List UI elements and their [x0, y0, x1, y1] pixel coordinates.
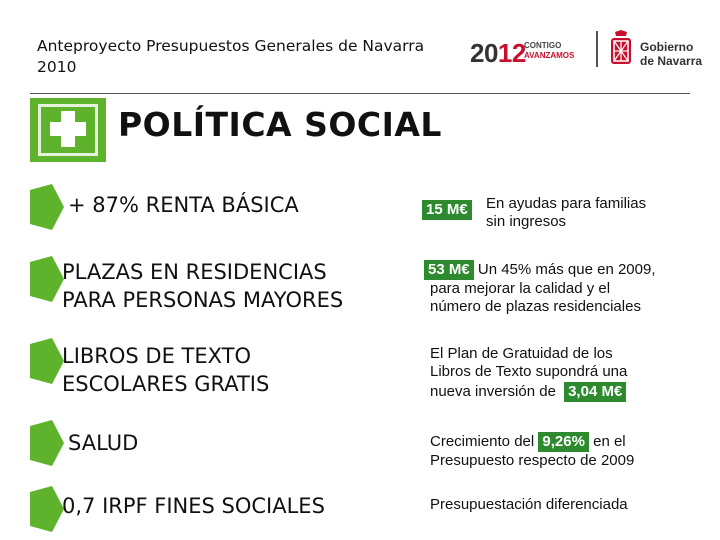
item-desc-renta	[486, 195, 646, 231]
green-arrow-icon	[30, 486, 64, 532]
item-desc-salud	[430, 432, 634, 470]
logo-2012	[470, 38, 526, 69]
label-line: LIBROS DE TEXTO	[62, 344, 252, 368]
amount-badge-libros: 3,04 M€	[564, 382, 626, 402]
green-arrow-icon	[30, 256, 64, 302]
document-title	[37, 36, 457, 78]
section-title: POLÍTICA SOCIAL	[118, 105, 442, 144]
percent-badge-salud: 9,26%	[538, 432, 589, 452]
logo-year-suffix: 12	[497, 38, 526, 68]
amount-badge-renta: 15 M€	[422, 200, 472, 220]
navarra-coat-of-arms-icon	[609, 30, 633, 70]
badge-wrapper	[422, 199, 472, 220]
green-arrow-icon	[30, 184, 64, 230]
desc-text: nueva inversión de	[430, 383, 556, 400]
green-arrow-icon	[30, 338, 64, 384]
desc-line: Presupuesto respecto de 2009	[430, 452, 635, 469]
desc-line-with-badge	[430, 432, 634, 452]
desc-text: en el	[593, 433, 626, 450]
item-label-residencias	[62, 258, 343, 314]
item-desc-residencias	[424, 260, 656, 316]
desc-line: sin ingresos	[486, 213, 567, 230]
white-cross-icon-vertical	[61, 111, 75, 147]
item-desc-irpf: Presupuestación diferenciada	[430, 496, 628, 513]
logo-slogan	[524, 41, 574, 61]
desc-line: En ayudas para familias	[486, 195, 647, 212]
government-name	[640, 40, 702, 68]
item-label-renta-basica: + 87% RENTA BÁSICA	[68, 193, 299, 217]
label-line: ESCOLARES GRATIS	[62, 372, 270, 396]
desc-line: Libros de Texto supondrá una	[430, 363, 628, 380]
item-label-libros	[62, 342, 269, 398]
logo-year-prefix: 20	[470, 38, 498, 68]
label-line: PLAZAS EN RESIDENCIAS	[62, 260, 327, 284]
item-label-irpf: 0,7 IRPF FINES SOCIALES	[62, 494, 325, 518]
desc-line: número de plazas residenciales	[430, 298, 641, 315]
label-line: PARA PERSONAS MAYORES	[62, 288, 344, 312]
document-title-line2: 2010	[37, 58, 77, 76]
desc-line-with-badge	[424, 260, 656, 280]
logo-slogan-line2: AVANZAMOS	[524, 51, 575, 60]
government-name-line1: Gobierno	[640, 40, 694, 54]
document-title-line1: Anteproyecto Presupuestos Generales de Navarra	[37, 37, 425, 55]
desc-text: Crecimiento del	[430, 433, 535, 450]
amount-badge-residencias: 53 M€	[424, 260, 474, 280]
item-label-salud: SALUD	[68, 431, 139, 455]
logo-slogan-line1: CONTIGO	[524, 41, 562, 50]
header-divider	[30, 93, 690, 94]
desc-line: El Plan de Gratuidad de los	[430, 345, 613, 362]
government-name-line2: de Navarra	[640, 54, 703, 68]
item-desc-libros	[430, 345, 627, 402]
green-arrow-icon	[30, 420, 64, 466]
desc-line-with-badge	[430, 382, 627, 402]
logo-divider	[596, 31, 598, 67]
desc-text: Un 45% más que en 2009,	[477, 261, 656, 278]
desc-line: para mejorar la calidad y el	[430, 280, 611, 297]
